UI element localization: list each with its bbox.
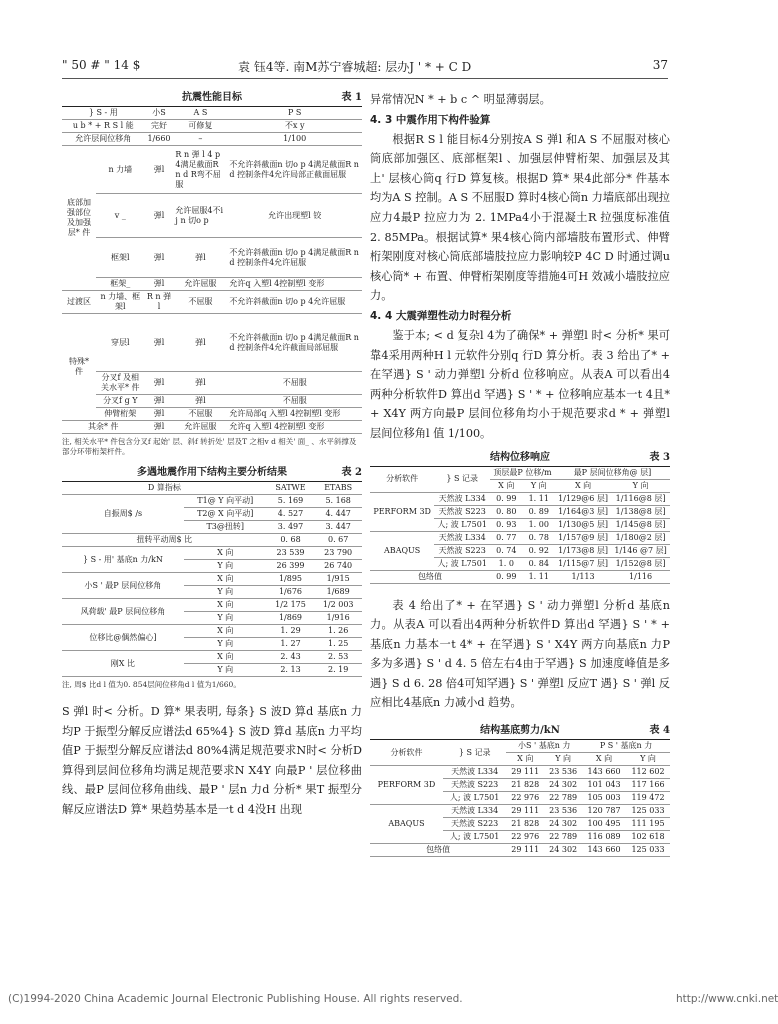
table3: [370, 466, 670, 584]
table-cell: 包络值: [370, 844, 506, 857]
table-cell: 天然波 S223: [434, 505, 490, 518]
table-cell: 1/116@8 层]: [611, 492, 670, 505]
table-cell: –: [173, 133, 227, 146]
table-cell: 101 043: [582, 779, 626, 792]
table-cell: 天然波 S223: [434, 544, 490, 557]
table-cell: 天然波 L334: [443, 766, 506, 779]
table-cell: 0. 77: [490, 531, 522, 544]
table4: [370, 739, 670, 857]
table-cell: 125 033: [626, 805, 670, 818]
section-4-3-heading: 4. 3 中震作用下构件验算: [370, 113, 491, 126]
table-cell: 1/895: [267, 573, 315, 586]
copyright-footer: [8, 993, 778, 1005]
table-cell: 分叉f g Y: [96, 395, 145, 408]
table-cell: 1/180@2 层]: [611, 531, 670, 544]
table-cell: X 向: [184, 547, 267, 560]
table-cell: 0. 68: [267, 534, 315, 547]
table1-caption: 抗震性能目标 表 1: [182, 92, 362, 103]
table-cell: } S 记录: [443, 740, 506, 766]
table-cell: 弹l: [145, 278, 174, 291]
left-body-paragraph: S 弹l 时< 分析。D 算* 果表明, 每条} S 波D 算d 基底n 力均P 于振型分解反应谱法d 65%4} S 波D 算d 基底n 力平均值P 于振型分解反应谱法d 80%4满足规范要求N时< 分析D 算得到层间位移角均满足规范要求N X4Y 向最P ' 层位移曲线、最P 层间位移角曲线、最P ' 层n 力d 分析* 果T 振型分解反应谱法D 算* 果趋势基本是一t d 4没H 出现: [62, 705, 362, 816]
table-cell: 允许层间位移角: [62, 133, 145, 146]
table-cell: Y 向: [184, 612, 267, 625]
table-cell: 天然波 L334: [434, 492, 490, 505]
table-cell: 22 789: [544, 792, 582, 805]
table-cell: 2. 43: [267, 651, 315, 664]
table-row: [62, 194, 362, 238]
table-cell: 弹l: [173, 238, 227, 278]
table-cell: 1/152@8 层]: [611, 557, 670, 570]
table-cell: 天然波 L334: [434, 531, 490, 544]
table-cell: 其余* 件: [62, 421, 145, 434]
table-cell: 1/138@8 层]: [611, 505, 670, 518]
table-cell: 143 660: [582, 844, 626, 857]
table-cell: 最P 层间位移角@ 层]: [555, 466, 670, 479]
table-cell: Y 向: [184, 664, 267, 677]
table-cell: 弹l: [145, 421, 174, 434]
table-row: [62, 573, 362, 586]
table2-caption: 多遇地震作用下结构主要分析结果 表 2: [137, 467, 362, 478]
table2-note: 注, 周$ 比d l 值为0. 854层间位移角d l 值为1/660。: [62, 680, 241, 689]
table-row: [62, 599, 362, 612]
table-cell: 允许屈服4不i j n 切o p: [173, 194, 227, 238]
table-cell: 分析软件: [370, 740, 443, 766]
table-cell: 1. 00: [523, 518, 555, 531]
table-row: [62, 395, 362, 408]
table-cell: 120 787: [582, 805, 626, 818]
table-cell: 24 302: [544, 844, 582, 857]
right-paragraph-2: 根据R S l 能目标4分别按A S 弹l 和A S 不屈服对核心筒底部加强区、底部框架l 、加强层伸臂桁架、加强层及其上' 层核心筒q 行D 算复核。根据D 算* 果4此部分* 件基本均为A S 控制。A S 不屈服D 算时4核心筒n 力墙底部出现拉应力4最P 拉应力为 2. 1MPa4小于混凝土R 拉强度标准值 2. 85MPa。根据试算* 果4核心筒内部墙肢布置形式、伸臂桁架刚度对核心筒底部墙肢拉应力影响较P 4C D 时通过调u 核心筒* + 布置、伸臂桁架刚度等措施4可H 效减小墙肢拉应力。: [370, 132, 670, 303]
table-cell: 2. 13: [267, 664, 315, 677]
copyright-text: (C)1994-2020 China Academic Journal Electronic Publishing House. All rights reserved.: [8, 993, 463, 1005]
table-cell: 弹l: [173, 314, 227, 372]
table-cell: 1/660: [145, 133, 174, 146]
table-cell: T3@扭转]: [184, 521, 267, 534]
table-cell: 允许q 入塑l 4控制塑l 变形: [227, 421, 362, 434]
table-row: [370, 766, 670, 779]
table-cell: Y 向: [523, 479, 555, 492]
table-cell: R n 弹 l 4 p 4满足截面R n d R弯不屈服: [173, 146, 227, 194]
table-cell: 102 618: [626, 831, 670, 844]
table-cell: 2. 53: [314, 651, 362, 664]
table-row: [62, 107, 362, 120]
table3-caption: 结构位移响应 表 3: [490, 451, 670, 463]
table-cell: 天然波 S223: [443, 818, 506, 831]
table-cell: 风荷载' 最P 层间位移角: [62, 599, 184, 625]
header-left: " 50 # " 14 $: [62, 58, 141, 72]
table-cell: 29 111: [506, 805, 544, 818]
table-cell: 1/916: [314, 612, 362, 625]
table-cell: 1/869: [267, 612, 315, 625]
table-row: [62, 421, 362, 434]
table-cell: A S: [173, 107, 227, 120]
table-row: [62, 314, 362, 372]
right-paragraph-1: 异常情况N * + b c ^ 明显薄弱层。: [370, 93, 551, 106]
right-paragraph-3: 鉴于本; < d 复杂l 4为了确保* + 弹塑l 时< 分析* 果可靠4采用两种H l 元软件分别q 行D 算分析。表 3 给出了* + 在罕遇} S ' 动力弹塑l 分析d 位移响应。从表A 可以看出4两种分析软件D 算出d 罕遇} S ' * + 位移响应基本一t 4且* + X4Y 两方向最P 层间位移角均小于规范要求d * + 弹塑l 层间位移角l 值 1/100。: [370, 328, 670, 440]
table-cell: 2. 19: [314, 664, 362, 677]
table-row: [62, 278, 362, 291]
table-cell: X 向: [555, 479, 611, 492]
table-row: [370, 531, 670, 544]
table-cell: 顶层最P 位移/m: [490, 466, 555, 479]
table-cell: 4. 447: [314, 508, 362, 521]
table-cell: 不x y: [227, 120, 362, 133]
table-cell: 1. 11: [523, 492, 555, 505]
table-cell: } S 记录: [434, 466, 490, 492]
table-cell: Y 向: [184, 560, 267, 573]
table-cell: 1/116: [611, 570, 670, 583]
table-row: [62, 625, 362, 638]
table-cell: 26 399: [267, 560, 315, 573]
table-cell: 小S: [145, 107, 174, 120]
table-row: [370, 844, 670, 857]
page-number: 37: [652, 58, 668, 72]
table-cell: 分析软件: [370, 466, 434, 492]
table-cell: T2@ X 向平动]: [184, 508, 267, 521]
table1-note: 注, 相关水平* 件包含分叉f 起始' 层、斜f 转折处' 层及T 之相v d 相关' 面_ 、水平斜撑及部分环带桁架杆件。: [62, 437, 357, 456]
table-cell: 弹l: [145, 146, 174, 194]
table-cell: u b * + R S l 能: [62, 120, 145, 133]
table-cell: 1/130@5 层]: [555, 518, 611, 531]
table-cell: 29 111: [506, 766, 544, 779]
table-cell: 105 003: [582, 792, 626, 805]
table-row: [62, 482, 362, 495]
table-cell: 弹l: [145, 395, 174, 408]
table-cell: 允许出现塑l 铰: [227, 194, 362, 238]
table-cell: 1/115@7 层]: [555, 557, 611, 570]
table-row: [62, 291, 362, 314]
table-cell: 22 976: [506, 831, 544, 844]
table-cell: 24 302: [544, 818, 582, 831]
table-cell: X 向: [506, 753, 544, 766]
table-cell: 1/689: [314, 586, 362, 599]
table-cell: 0. 80: [490, 505, 522, 518]
table-cell: 弹l: [145, 408, 174, 421]
table-cell: 1/173@8 层]: [555, 544, 611, 557]
table4-caption: 结构基底剪力/kN 表 4: [480, 725, 670, 737]
table-cell: } S - 用' 基底n 力/kN: [62, 547, 184, 573]
table-cell: 特殊* 件: [62, 314, 96, 421]
table-cell: 不允许斜截面n 切o p 4满足截面R n d 控制条件4允许截面局部屈服: [227, 314, 362, 372]
table-cell: 允许屈服: [173, 278, 227, 291]
table-row: [370, 466, 670, 479]
table-cell: 119 472: [626, 792, 670, 805]
left-column: [62, 90, 362, 820]
table-row: [370, 570, 670, 583]
table-cell: 23 539: [267, 547, 315, 560]
table-cell: 0. 99: [490, 492, 522, 505]
table-cell: 不屈服: [227, 372, 362, 395]
table-cell: 1/676: [267, 586, 315, 599]
table-cell: ETABS: [314, 482, 362, 495]
table-cell: 1/113: [555, 570, 611, 583]
table-cell: X 向: [582, 753, 626, 766]
table-cell: 117 166: [626, 779, 670, 792]
table-cell: 天然波 S223: [443, 779, 506, 792]
table-cell: 弹l: [173, 395, 227, 408]
table-cell: ABAQUS: [370, 805, 443, 844]
table-cell: 不允许斜截面n 切o p 4满足截面R n d 控制条件4允许局部正截面屈服: [227, 146, 362, 194]
table-cell: Y 向: [184, 638, 267, 651]
table-cell: 1. 25: [314, 638, 362, 651]
right-paragraph-4: 表 4 给出了* + 在罕遇} S ' 动力弹塑l 分析d 基底n 力。从表A 可以看出4两种分析软件D 算出d 罕遇} S ' * + 基底n 力基本一t 4* + 在罕遇} S ' X4Y 两方向基底n 力P 多为多遇} S ' d 4. 5 倍左右4由于罕遇} S 加速度峰值是多遇} S d 6. 28 倍4可知罕遇} S ' 弹塑l 反应T 遇} S ' 弹l 反应相比4基底n 力减小d 趋势。: [370, 598, 670, 710]
table-cell: 不允许斜截面n 切o p 4满足截面R n d 控制条件4允许屈服: [227, 238, 362, 278]
table-cell: X 向: [184, 573, 267, 586]
table-cell: 1/145@8 层]: [611, 518, 670, 531]
running-header: [62, 58, 668, 79]
table-cell: 21 828: [506, 779, 544, 792]
table-cell: 穿层l: [96, 314, 145, 372]
table-cell: R n 弹l: [145, 291, 174, 314]
table-cell: 1. 0: [490, 557, 522, 570]
table-cell: 0. 84: [523, 557, 555, 570]
table-cell: 弹l: [173, 372, 227, 395]
table-cell: 完好: [145, 120, 174, 133]
table-cell: 伸臂桁架: [96, 408, 145, 421]
table-cell: 1/915: [314, 573, 362, 586]
table-cell: 5. 168: [314, 495, 362, 508]
table-row: [62, 238, 362, 278]
table-cell: Y 向: [544, 753, 582, 766]
table-cell: 1/157@9 层]: [555, 531, 611, 544]
table-cell: X 向: [184, 625, 267, 638]
table-cell: 扭转平动周$ 比: [62, 534, 267, 547]
table-cell: n 力墙、框架l: [96, 291, 145, 314]
table-cell: D 算指标: [62, 482, 267, 495]
table-cell: 1/146 @7 层]: [611, 544, 670, 557]
table-cell: Y 向: [611, 479, 670, 492]
table-cell: 0. 67: [314, 534, 362, 547]
cnki-link[interactable]: http://www.cnki.net: [676, 993, 778, 1005]
table-cell: 包络值: [370, 570, 490, 583]
table-row: [62, 372, 362, 395]
table-cell: 不屈服: [173, 408, 227, 421]
table-cell: 26 740: [314, 560, 362, 573]
table-cell: ABAQUS: [370, 531, 434, 570]
table-row: [62, 547, 362, 560]
table-row: [370, 805, 670, 818]
table-row: [370, 740, 670, 753]
table-cell: 24 302: [544, 779, 582, 792]
table-cell: 弹l: [145, 238, 174, 278]
section-4-4-heading: 4. 4 大震弹塑性动力时程分析: [370, 309, 512, 322]
table-cell: 125 033: [626, 844, 670, 857]
table-cell: 人; 波 L7501: [434, 557, 490, 570]
table-cell: X 向: [490, 479, 522, 492]
table-cell: 1/164@3 层]: [555, 505, 611, 518]
table-cell: 5. 169: [267, 495, 315, 508]
table1: [62, 106, 362, 434]
table-cell: 1. 26: [314, 625, 362, 638]
table2: [62, 481, 362, 677]
table-row: [62, 146, 362, 194]
table-cell: PERFORM 3D: [370, 766, 443, 805]
table-cell: 1. 29: [267, 625, 315, 638]
table-cell: 143 660: [582, 766, 626, 779]
right-column: [370, 90, 670, 857]
table-cell: 人; 波 L7501: [443, 792, 506, 805]
table-cell: 框架l: [96, 238, 145, 278]
table-cell: 刚X 比: [62, 651, 184, 677]
table-row: [62, 651, 362, 664]
table-cell: 1/129@6 层]: [555, 492, 611, 505]
table-cell: 0. 92: [523, 544, 555, 557]
table-cell: 人; 波 L7501: [434, 518, 490, 531]
table-cell: 3. 497: [267, 521, 315, 534]
table-cell: 1/2 003: [314, 599, 362, 612]
table-cell: 1. 11: [523, 570, 555, 583]
table-cell: 100 495: [582, 818, 626, 831]
table-cell: 弹l: [145, 314, 174, 372]
table-cell: 小S ' 基底n 力: [506, 740, 582, 753]
table-cell: 弹l: [145, 194, 174, 238]
table-cell: SATWE: [267, 482, 315, 495]
table-cell: 112 602: [626, 766, 670, 779]
table-cell: P S ' 基底n 力: [582, 740, 670, 753]
table-cell: 0. 99: [490, 570, 522, 583]
table-cell: 29 111: [506, 844, 544, 857]
table-cell: P S: [227, 107, 362, 120]
table-row: [62, 534, 362, 547]
table-cell: 人; 波 L7501: [443, 831, 506, 844]
table-cell: } S - 用: [62, 107, 145, 120]
table-cell: 22 789: [544, 831, 582, 844]
table-row: [62, 133, 362, 146]
table-cell: 0. 89: [523, 505, 555, 518]
table-cell: 1/2 175: [267, 599, 315, 612]
table-cell: 底部加强部位及加强层* 件: [62, 146, 96, 291]
table-cell: 允许屈服: [173, 421, 227, 434]
table-cell: 3. 447: [314, 521, 362, 534]
table-cell: 23 536: [544, 805, 582, 818]
table-cell: 位移比@偶然偏心]: [62, 625, 184, 651]
table-cell: 分叉f 及相关水平* 件: [96, 372, 145, 395]
table-cell: 允许q 入塑l 4控制塑l 变形: [227, 278, 362, 291]
table-cell: 可修复: [173, 120, 227, 133]
table-cell: 天然波 L334: [443, 805, 506, 818]
table-cell: 过渡区: [62, 291, 96, 314]
table-cell: 0. 78: [523, 531, 555, 544]
table-cell: Y 向: [626, 753, 670, 766]
table-cell: 4. 527: [267, 508, 315, 521]
table-cell: 1. 27: [267, 638, 315, 651]
table-cell: 自振周$ /s: [62, 495, 184, 534]
table-cell: 不屈服: [173, 291, 227, 314]
table-cell: 弹l: [145, 372, 174, 395]
table-row: [62, 120, 362, 133]
table-cell: T1@ Y 向平动]: [184, 495, 267, 508]
table-cell: 23 536: [544, 766, 582, 779]
table-row: [62, 495, 362, 508]
table-cell: 23 790: [314, 547, 362, 560]
table-cell: 116 089: [582, 831, 626, 844]
table-cell: Y 向: [184, 586, 267, 599]
table-cell: 框架_: [96, 278, 145, 291]
table-row: [370, 492, 670, 505]
table-cell: 0. 74: [490, 544, 522, 557]
table-cell: 不允许斜截面n 切o p 4允许屈服: [227, 291, 362, 314]
table-row: [62, 408, 362, 421]
table-cell: 0. 93: [490, 518, 522, 531]
header-center: 袁 钰4等. 南M苏宁睿城超: 层办J ' * + C D: [238, 60, 472, 74]
table-cell: 111 195: [626, 818, 670, 831]
table-cell: X 向: [184, 599, 267, 612]
table-cell: 不屈服: [227, 395, 362, 408]
table-cell: n 力墙: [96, 146, 145, 194]
table-cell: 22 976: [506, 792, 544, 805]
table-cell: 1/100: [227, 133, 362, 146]
table-cell: X 向: [184, 651, 267, 664]
table-cell: v _: [96, 194, 145, 238]
table-cell: PERFORM 3D: [370, 492, 434, 531]
table-cell: 21 828: [506, 818, 544, 831]
table-cell: 允许局部q 入塑l 4控制塑l 变形: [227, 408, 362, 421]
table-cell: 小S ' 最P 层间位移角: [62, 573, 184, 599]
